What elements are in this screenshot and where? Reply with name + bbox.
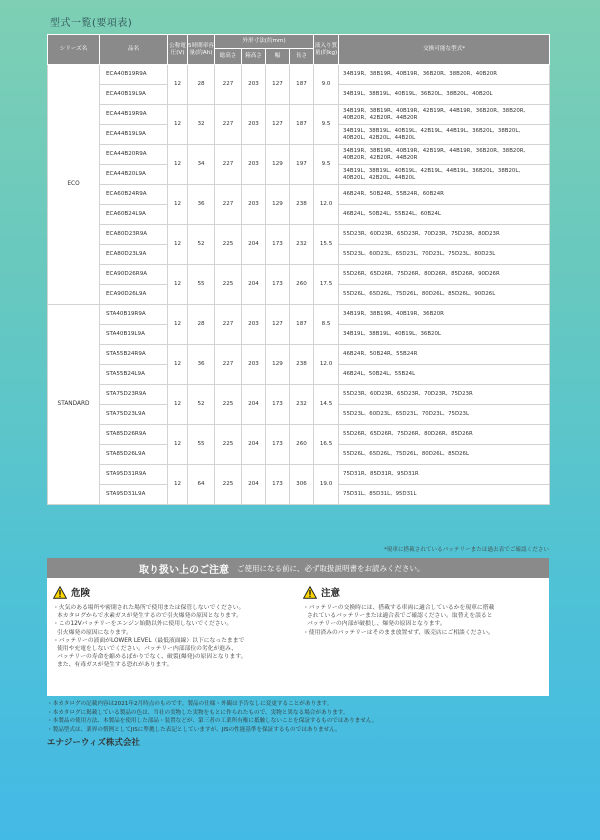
header-total-height: 総高さ — [215, 49, 242, 65]
capacity-cell: 28 — [188, 65, 215, 105]
spec-table — [47, 34, 550, 505]
width-cell: 129 — [266, 345, 290, 385]
table-row — [48, 225, 550, 245]
list-item: 使用や充電をしないでください。バッテリー内部部位の劣化が進み、 — [57, 646, 238, 653]
compat-cell: 55D23R、60D23R、65D23R、70D23R、75D23R — [339, 385, 550, 405]
handling-title: 取り扱い上のご注意 — [139, 564, 229, 576]
compat-cell: 55D23L、60D23L、65D23L、70D23L、75D23L — [339, 405, 550, 425]
weight-cell: 8.5 — [314, 305, 339, 345]
length-cell: 187 — [290, 305, 314, 345]
list-item: バッテリーの内部が破損し、爆発の原因となります。 — [307, 621, 446, 628]
box-height-cell: 203 — [242, 65, 266, 105]
compat-cell: 55D26L、65D26L、75D26L、80D26L、85D26L、90D26L — [339, 285, 550, 305]
compat-cell: 34B19L、38B19L、40B19L、42B19L、44B19L、36B20L、38B20L、40B20L、42B20L、44B20L — [339, 125, 550, 145]
caution-list — [303, 604, 543, 637]
width-cell: 127 — [266, 65, 290, 105]
voltage-cell: 12 — [168, 385, 188, 425]
total-height-cell: 227 — [215, 145, 242, 185]
capacity-cell: 52 — [188, 385, 215, 425]
width-cell: 173 — [266, 385, 290, 425]
danger-list — [53, 604, 293, 670]
voltage-cell: 12 — [168, 225, 188, 265]
weight-cell: 9.5 — [314, 145, 339, 185]
capacity-cell: 64 — [188, 465, 215, 505]
capacity-cell: 34 — [188, 145, 215, 185]
length-cell: 232 — [290, 225, 314, 265]
voltage-cell: 12 — [168, 425, 188, 465]
series-cell: STANDARD — [48, 305, 100, 505]
width-cell: 173 — [266, 425, 290, 465]
capacity-cell: 32 — [188, 105, 215, 145]
box-height-cell: 204 — [242, 385, 266, 425]
model-cell: ECA80D23R9A — [100, 225, 168, 245]
model-cell: ECA44B19R9A — [100, 105, 168, 125]
header-voltage: 公称電圧(V) — [168, 35, 188, 65]
header-weight: 液入り質量(約kg) — [314, 35, 339, 65]
model-cell: ECA60B24R9A — [100, 185, 168, 205]
model-cell: STA55B24L9A — [100, 365, 168, 385]
weight-cell: 15.5 — [314, 225, 339, 265]
voltage-cell: 12 — [168, 145, 188, 185]
box-height-cell: 204 — [242, 425, 266, 465]
compat-cell: 75D31R、85D31R、95D31R — [339, 465, 550, 485]
capacity-cell: 28 — [188, 305, 215, 345]
table-row — [48, 145, 550, 165]
model-cell: STA40B19R9A — [100, 305, 168, 325]
compat-cell: 46B24R、50B24R、55B24R、60B24R — [339, 185, 550, 205]
model-cell: ECA40B19R9A — [100, 65, 168, 85]
list-item: 本カタログからで水素ガスが発生するので引火爆発の原因となります。 — [57, 613, 242, 620]
model-cell: STA85D26R9A — [100, 425, 168, 445]
list-item: ・火気のある場所や密閉された場所で使用または保管しないでください。 — [53, 605, 245, 611]
compat-cell: 46B24L、50B24L、55B24L、60B24L — [339, 205, 550, 225]
compat-cell: 34B19L、38B19L、40B19L、42B19L、44B19L、36B20L、38B20L、40B20L、42B20L、44B20L — [339, 165, 550, 185]
length-cell: 187 — [290, 105, 314, 145]
voltage-cell: 12 — [168, 105, 188, 145]
handling-section — [47, 558, 549, 696]
table-row — [48, 425, 550, 445]
compat-cell: 75D31L、85D31L、95D31L — [339, 485, 550, 505]
capacity-cell: 36 — [188, 345, 215, 385]
weight-cell: 16.5 — [314, 425, 339, 465]
list-item: ・バッテリーの交換時には、搭載する車両に適合しているかを現車に搭載 — [303, 605, 495, 611]
list-item: また、有毒ガスが発生する恐れがあります。 — [57, 662, 173, 669]
model-cell: ECA44B20R9A — [100, 145, 168, 165]
model-cell: ECA44B20L9A — [100, 165, 168, 185]
table-row — [48, 345, 550, 365]
handling-header — [47, 558, 549, 578]
model-cell: STA95D31R9A — [100, 465, 168, 485]
compat-cell: 34B19R、38B19R、40B19R、42B19R、44B19R、36B20R、38B20R、40B20R、42B20R、44B20R — [339, 105, 550, 125]
length-cell: 260 — [290, 425, 314, 465]
box-height-cell: 203 — [242, 185, 266, 225]
warning-triangle-icon — [303, 586, 317, 599]
total-height-cell: 227 — [215, 105, 242, 145]
note-line: ・本製品の使用方法、本製品を使用した部品・装置などが、第三者の工業所有権に抵触しないことを保証するものではありません。 — [47, 718, 378, 725]
capacity-cell: 52 — [188, 225, 215, 265]
capacity-cell: 36 — [188, 185, 215, 225]
table-row — [48, 65, 550, 85]
list-item: 引火爆発の原因になります。 — [57, 629, 132, 636]
voltage-cell: 12 — [168, 345, 188, 385]
compat-cell: 34B19L、38B19L、40B19L、36B20L — [339, 325, 550, 345]
compat-cell: 34B19R、38B19R、40B19R、42B19R、44B19R、36B20R、38B20R、40B20R、42B20R、44B20R — [339, 145, 550, 165]
footnote: *現車に搭載されているバッテリーまたは過去表でご確認ください — [383, 547, 549, 553]
total-height-cell: 225 — [215, 265, 242, 305]
box-height-cell: 203 — [242, 345, 266, 385]
model-cell: STA40B19L9A — [100, 325, 168, 345]
voltage-cell: 12 — [168, 185, 188, 225]
total-height-cell: 225 — [215, 225, 242, 265]
header-series: シリーズ名 — [48, 35, 100, 65]
model-cell: STA85D26L9A — [100, 445, 168, 465]
caution-block — [303, 584, 543, 637]
company-name: エナジーウィズ株式会社 — [47, 738, 140, 748]
table-row — [48, 385, 550, 405]
list-item: バッテリーの寿命を縮めるばかりでなく、破裂(爆発)の原因となります。 — [57, 654, 247, 661]
length-cell: 260 — [290, 265, 314, 305]
caution-label: 注意 — [321, 588, 341, 599]
model-cell: ECA44B19L9A — [100, 125, 168, 145]
handling-subtitle: ご使用になる前に、必ず取扱説明書をお読みください。 — [237, 563, 425, 573]
width-cell: 129 — [266, 185, 290, 225]
list-item: ・バッテリーの液面がLOWER LEVEL（最低液面線）以下になったままで — [53, 637, 245, 644]
box-height-cell: 203 — [242, 305, 266, 345]
page-title: 型式一覧(要項表) — [50, 18, 133, 29]
length-cell: 238 — [290, 185, 314, 225]
table-row — [48, 185, 550, 205]
box-height-cell: 203 — [242, 105, 266, 145]
total-height-cell: 225 — [215, 385, 242, 425]
note-line: ・製品型式は、業界の慣例としてJISに準拠した表記としていますが、JISの性能基準を保証するものではありません。 — [47, 726, 341, 733]
box-height-cell: 204 — [242, 265, 266, 305]
width-cell: 173 — [266, 465, 290, 505]
width-cell: 127 — [266, 305, 290, 345]
width-cell: 173 — [266, 265, 290, 305]
model-cell: STA75D23R9A — [100, 385, 168, 405]
weight-cell: 19.0 — [314, 465, 339, 505]
compat-cell: 55D26L、65D26L、75D26L、80D26L、85D26L — [339, 445, 550, 465]
total-height-cell: 227 — [215, 305, 242, 345]
header-model: 品名 — [100, 35, 168, 65]
note-line: ・本カタログの記載内容は2021年2月時点のものです。製品の仕様・外観は予告なしに変更することがあります。 — [47, 701, 333, 707]
compat-cell: 46B24R、50B24R、55B24R — [339, 345, 550, 365]
box-height-cell: 203 — [242, 145, 266, 185]
length-cell: 197 — [290, 145, 314, 185]
header-dimensions: 外形寸法(約mm) — [215, 35, 314, 49]
table-row — [48, 265, 550, 285]
compat-cell: 55D26R、65D26R、75D26R、80D26R、85D26R — [339, 425, 550, 445]
model-cell: STA75D23L9A — [100, 405, 168, 425]
compat-cell: 55D23R、60D23R、65D23R、70D23R、75D23R、80D23R — [339, 225, 550, 245]
table-row — [48, 305, 550, 325]
weight-cell: 17.5 — [314, 265, 339, 305]
voltage-cell: 12 — [168, 465, 188, 505]
weight-cell: 12.0 — [314, 345, 339, 385]
header-width: 幅 — [266, 49, 290, 65]
length-cell: 238 — [290, 345, 314, 385]
table-row — [48, 465, 550, 485]
model-cell: STA95D31L9A — [100, 485, 168, 505]
capacity-cell: 55 — [188, 425, 215, 465]
compat-cell: 55D26R、65D26R、75D26R、80D26R、85D26R、90D26R — [339, 265, 550, 285]
weight-cell: 14.5 — [314, 385, 339, 425]
header-compat: 交換可能な型式* — [339, 35, 550, 65]
length-cell: 306 — [290, 465, 314, 505]
notes — [47, 700, 549, 734]
spec-table-body — [48, 65, 550, 505]
model-cell: ECA80D23L9A — [100, 245, 168, 265]
series-cell: ECO — [48, 65, 100, 305]
model-cell: ECA60B24L9A — [100, 205, 168, 225]
compat-cell: 55D23L、60D23L、65D23L、70D23L、75D23L、80D23L — [339, 245, 550, 265]
voltage-cell: 12 — [168, 265, 188, 305]
capacity-cell: 55 — [188, 265, 215, 305]
model-cell: STA55B24R9A — [100, 345, 168, 365]
table-row — [48, 105, 550, 125]
width-cell: 173 — [266, 225, 290, 265]
voltage-cell: 12 — [168, 65, 188, 105]
note-line: ・本カタログに掲載している製品の色は、当社の実物した実物をもとに作られたもので、実物と異なる場合があります。 — [47, 709, 349, 716]
list-item: ・使用済みのバッテリーはそのまま放置せず、販売店にご相談ください。 — [303, 629, 494, 636]
list-item: ・この12Vバッテリーをエンジン始動以外に使用しないでください。 — [53, 621, 233, 628]
compat-cell: 46B24L、50B24L、55B24L — [339, 365, 550, 385]
danger-label: 危険 — [71, 588, 91, 599]
list-item: されているバッテリーまたは適合表でご確認ください。取替えを誤ると — [307, 613, 493, 620]
weight-cell: 9.0 — [314, 65, 339, 105]
box-height-cell: 204 — [242, 465, 266, 505]
total-height-cell: 227 — [215, 185, 242, 225]
compat-cell: 34B19R、38B19R、40B19R、36B20R、38B20R、40B20R — [339, 65, 550, 85]
width-cell: 127 — [266, 105, 290, 145]
model-cell: ECA90D26R9A — [100, 265, 168, 285]
length-cell: 232 — [290, 385, 314, 425]
total-height-cell: 227 — [215, 65, 242, 105]
model-cell: ECA40B19L9A — [100, 85, 168, 105]
total-height-cell: 225 — [215, 465, 242, 505]
weight-cell: 12.0 — [314, 185, 339, 225]
compat-cell: 34B19L、38B19L、40B19L、36B20L、38B20L、40B20L — [339, 85, 550, 105]
warning-triangle-icon — [53, 586, 67, 599]
danger-block — [53, 584, 293, 670]
weight-cell: 9.5 — [314, 105, 339, 145]
header-capacity: 5時間率容量(約Ah) — [188, 35, 215, 65]
total-height-cell: 225 — [215, 425, 242, 465]
box-height-cell: 204 — [242, 225, 266, 265]
voltage-cell: 12 — [168, 305, 188, 345]
width-cell: 129 — [266, 145, 290, 185]
length-cell: 187 — [290, 65, 314, 105]
total-height-cell: 227 — [215, 345, 242, 385]
compat-cell: 34B19R、38B19R、40B19R、36B20R — [339, 305, 550, 325]
header-length: 長さ — [290, 49, 314, 65]
header-box-height: 箱高さ — [242, 49, 266, 65]
model-cell: ECA90D26L9A — [100, 285, 168, 305]
